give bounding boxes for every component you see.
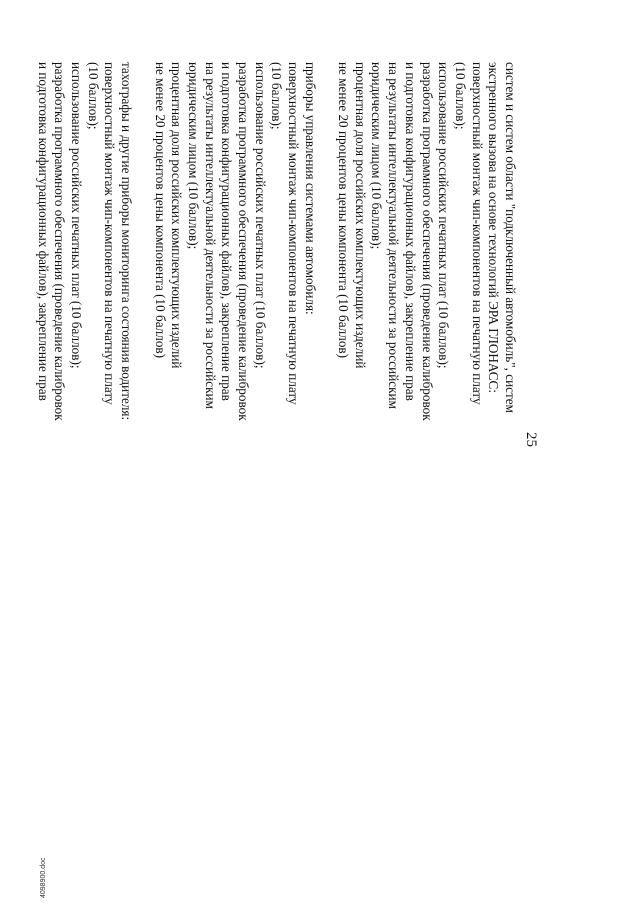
- footer-filename: 4098900.doc: [40, 857, 47, 898]
- page-number: 25: [523, 432, 539, 447]
- text-line: на результаты интеллектуальной деятельности за российским: [386, 62, 402, 409]
- text-line: тахографы и другие приборы мониторинга состояния водителя:: [119, 62, 135, 421]
- text-line: использование российских печатных плат (10 баллов);: [436, 62, 452, 369]
- document-body: [34, 62, 518, 842]
- text-line: использование российских печатных плат (10 баллов);: [252, 62, 268, 369]
- text-line: (10 баллов);: [269, 62, 285, 130]
- text-line: процентная доля российских комплектующих изделий: [169, 62, 185, 369]
- rotated-content: [35, 62, 540, 842]
- text-line: юридическим лицом (10 баллов);: [185, 62, 201, 250]
- text-line: и подготовка конфигурационных файлов), закрепление прав: [35, 62, 51, 401]
- text-line: поверхностный монтаж чип-компонентов на печатную плату: [286, 62, 302, 405]
- text-line: экстренного вызова на основе технологий ЭРА ГЛОНАСС:: [486, 62, 502, 394]
- text-line: (10 баллов);: [85, 62, 101, 130]
- paragraph-gap: [134, 62, 151, 842]
- text-line: не менее 20 процентов цены компонента (10 баллов): [336, 62, 352, 359]
- paragraph-gap: [318, 62, 335, 842]
- text-line: поверхностный монтаж чип-компонентов на печатную плату: [102, 62, 118, 405]
- text-line: разработка программного обеспечения (проведение калибровок: [52, 62, 68, 421]
- text-line: (10 баллов);: [452, 62, 468, 130]
- text-line: и подготовка конфигурационных файлов), закрепление прав: [402, 62, 418, 401]
- text-line: и подготовка конфигурационных файлов), закрепление прав: [219, 62, 235, 401]
- text-line: процентная доля российских комплектующих изделий: [352, 62, 368, 369]
- text-line: использование российских печатных плат (10 баллов);: [69, 62, 85, 369]
- text-line: разработка программного обеспечения (проведение калибровок: [419, 62, 435, 421]
- text-line: не менее 20 процентов цены компонента (10 баллов): [152, 62, 168, 359]
- text-line: поверхностный монтаж чип-компонентов на печатную плату: [469, 62, 485, 405]
- text-line: разработка программного обеспечения (проведение калибровок: [236, 62, 251, 421]
- text-line: приборы управления системами автомобиля:: [302, 62, 318, 315]
- text-line: на результаты интеллектуальной деятельности за российским: [202, 62, 218, 409]
- text-line: систем и систем области "подключенный автомобиль", систем: [503, 62, 518, 413]
- text-line: юридическим лицом (10 баллов);: [369, 62, 385, 250]
